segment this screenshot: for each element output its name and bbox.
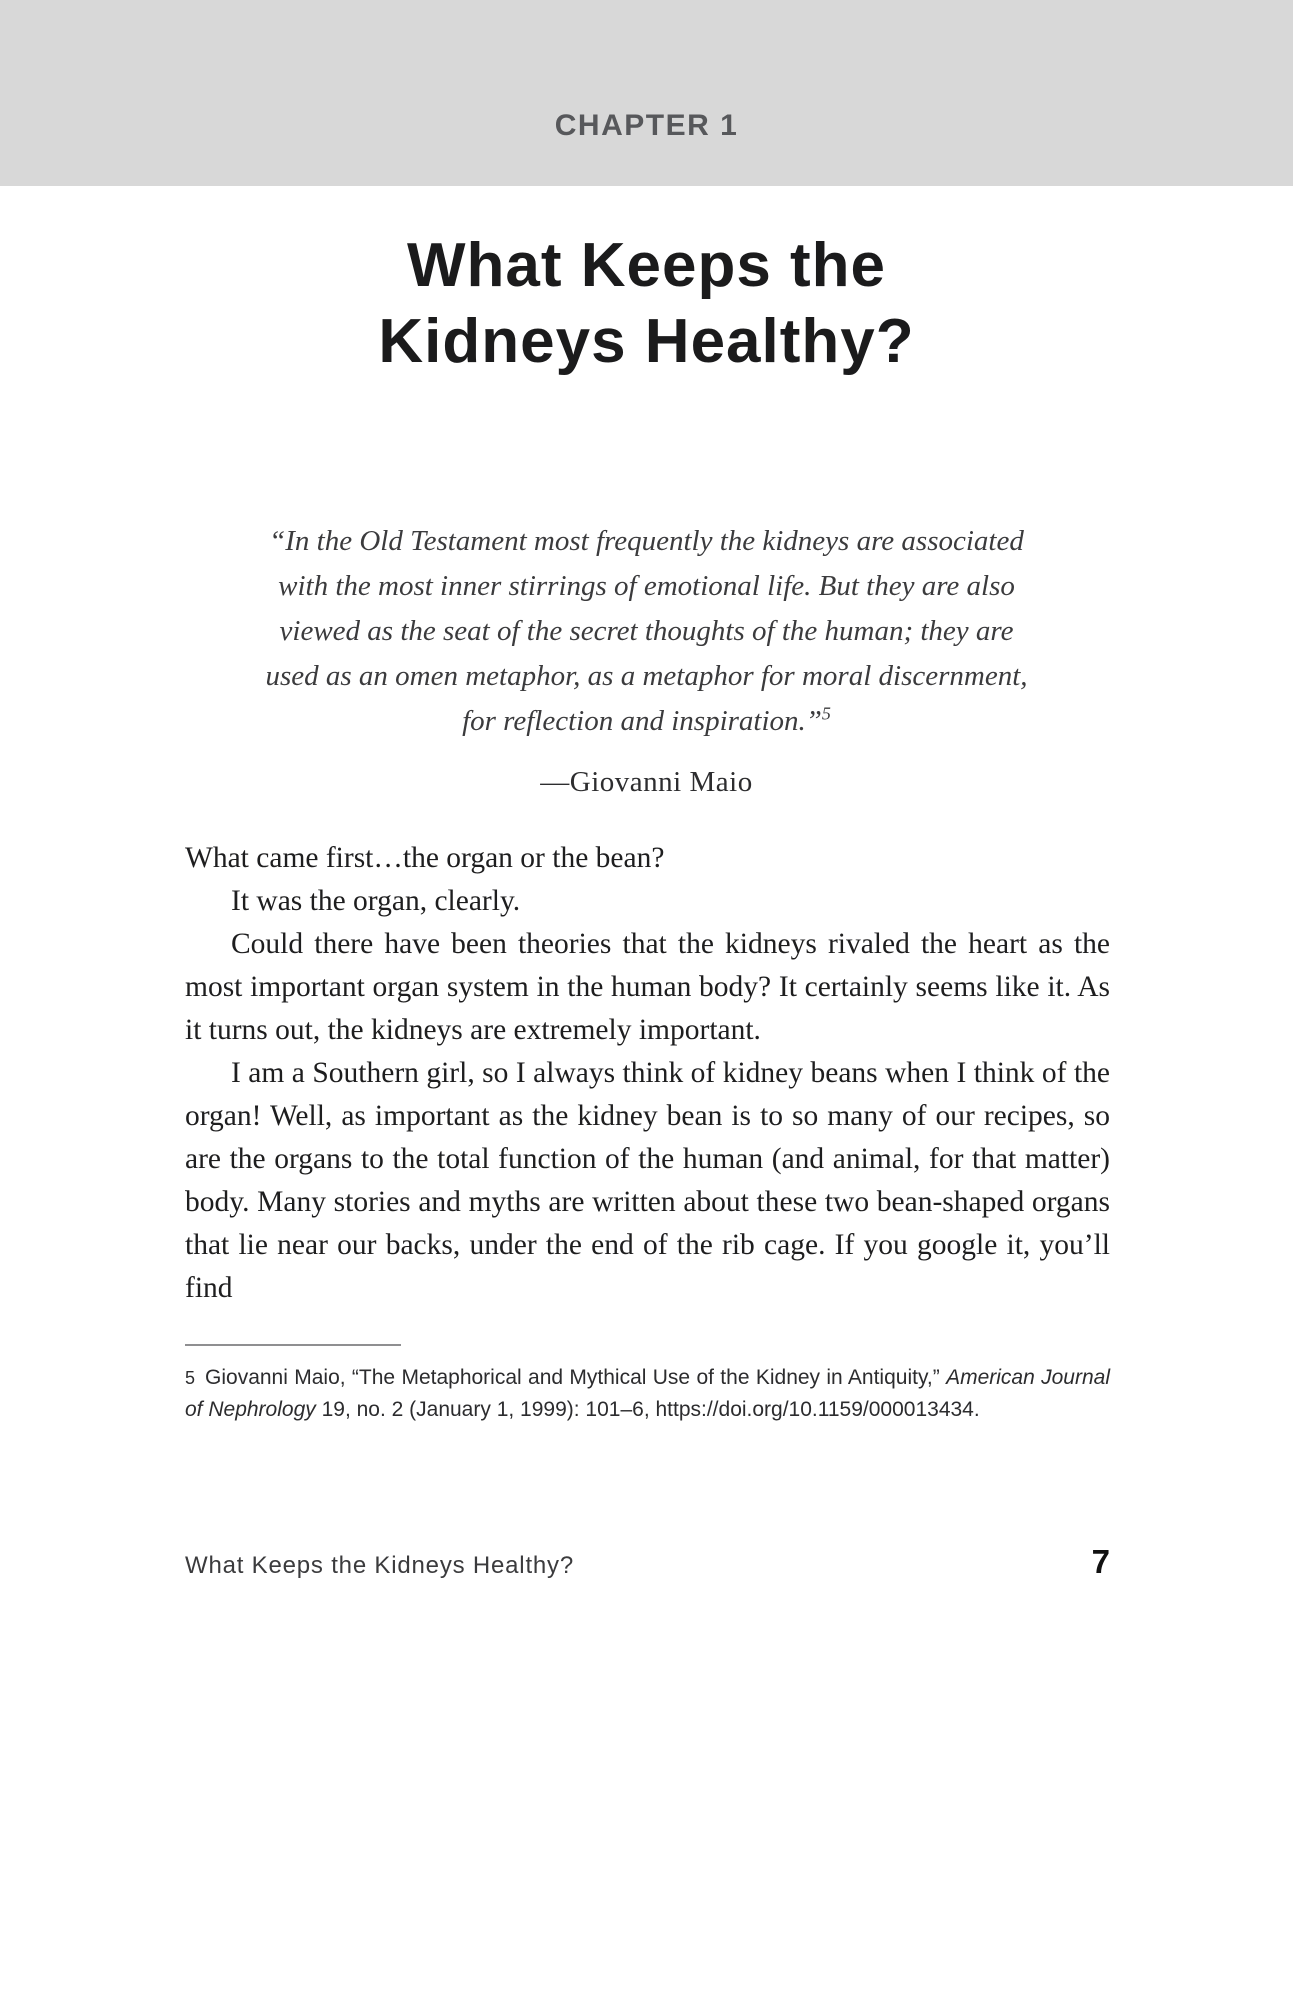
page-title-line-1: What Keeps the bbox=[406, 231, 887, 300]
footnote-divider bbox=[185, 1344, 401, 1346]
epigraph-text: “In the Old Testament most frequently the kidneys are associated with the most inner stirrings of emotional life. But they are also viewed as the seat of the secret thoughts of the human; they are used as an omen metaphor, as a metaphor for moral discernment, for reflection and inspiration.” bbox=[265, 525, 1028, 737]
page-title-line-2: Kidneys Healthy? bbox=[378, 306, 915, 376]
footnote-journal-title: American Journal of Nephrology bbox=[185, 1365, 1110, 1421]
paragraph-3: Could there have been theories that the kidneys rivaled the heart as the most important organ system in the human body? It certainly seems like it. As it turns out, the kidneys are extremely important. bbox=[185, 927, 1110, 1046]
page-footer bbox=[185, 1543, 1110, 1581]
page-title bbox=[0, 228, 1293, 379]
paragraph-2: It was the organ, clearly. bbox=[231, 884, 521, 917]
chapter-band bbox=[0, 0, 1293, 186]
footnote-marker: 5 bbox=[185, 1367, 196, 1388]
footnote-text-pre: Giovanni Maio, “The Metaphorical and Mythical Use of the Kidney in Antiquity,” bbox=[205, 1365, 947, 1389]
epigraph-footnote-ref: 5 bbox=[821, 703, 831, 724]
footnote-text-post: 19, no. 2 (January 1, 1999): 101–6, https://doi.org/10.1159/000013434. bbox=[315, 1397, 980, 1421]
chapter-label: CHAPTER 1 bbox=[554, 109, 739, 142]
running-title: What Keeps the Kidneys Healthy? bbox=[185, 1551, 575, 1579]
body-text bbox=[185, 837, 1110, 1310]
footnote bbox=[185, 1362, 1110, 1425]
epigraph-attribution: —Giovanni Maio bbox=[540, 765, 753, 798]
epigraph bbox=[257, 519, 1037, 744]
paragraph-1: What came first…the organ or the bean? bbox=[185, 841, 665, 874]
page-number: 7 bbox=[1091, 1542, 1110, 1580]
paragraph-4: I am a Southern girl, so I always think of kidney beans when I think of the organ! Well, as important as the kidney bean is to so many of our recipes, so are the organs to the total function of the human (and animal, for that matter) body. Many stories and myths are written about these two bean-shaped organs that lie near our backs, under the end of the rib cage. If you google it, you’ll find bbox=[185, 1056, 1110, 1304]
